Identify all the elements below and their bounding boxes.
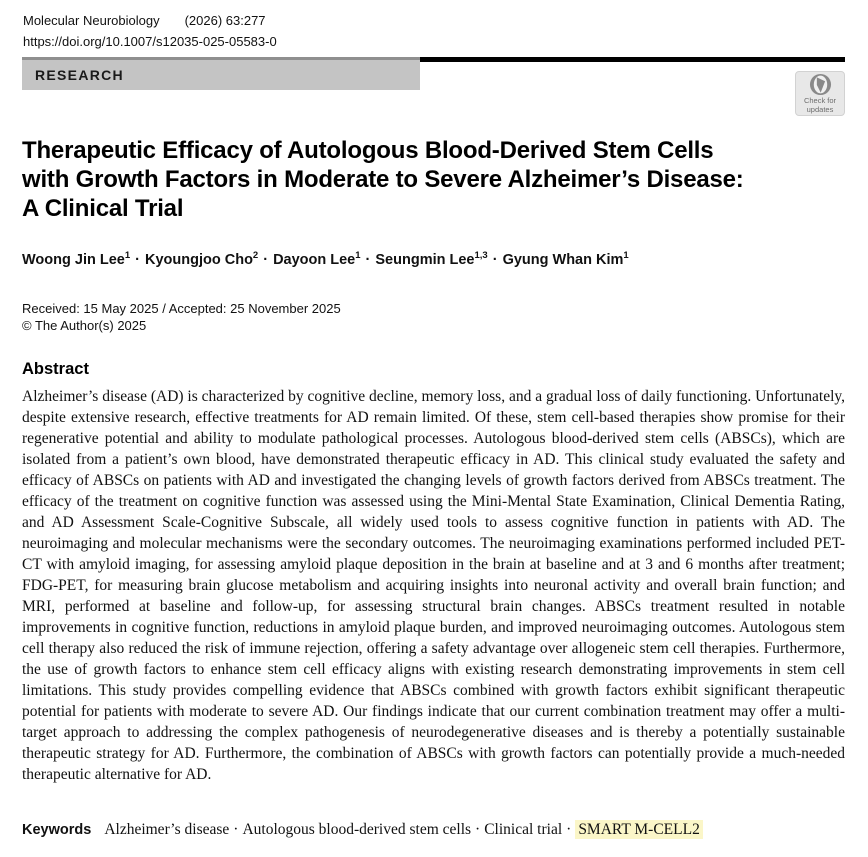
header-rule: [420, 57, 845, 62]
received-accepted: Received: 15 May 2025 / Accepted: 25 November 2025: [22, 301, 341, 316]
badge-text-line1: Check for: [803, 96, 837, 105]
abstract-body: Alzheimer’s disease (AD) is characterized by cognitive decline, memory loss, and a gradual loss of daily functioning. Unfortunately, despite extensive research, effective treatments for AD remain limited. Of these, stem cell-based therapies show promise for their regenerative potential and ability to modulate pathological processes. Autologous blood-derived stem cells (ABSCs), which are isolated from a patient’s own blood, have demonstrated therapeutic efficacy in AD. This clinical study evaluated the safety and efficacy of ABSCs on patients with AD and investigated the changing levels of growth factors derived from ABSCs treatment. The efficacy of the treatment on cognitive function was assessed using the Mini-Mental State Examination, Clinical Dementia Rating, and AD Assessment Scale-Cognitive Subscale, all widely used tools to assess cognitive function in patients with AD. The neuroimaging and molecular mechanisms were the secondary outcomes. The neuroimaging examinations performed included PET-CT with amyloid imaging, for assessing amyloid plaque deposition in the brain at baseline and at 3 and 6 months after treatment; FDG-PET, for measuring brain glucose metabolism and acquiring insights into neuronal activity and overall brain function; and MRI, performed at baseline and follow-up, for assessing structural brain changes. ABSCs treatment resulted in notable improvements in cognitive function, reductions in amyloid plaque burden, and improved neuroimaging outcomes. Autologous stem cell therapy also reduced the risk of immune rejection, offering a safety advantage over allogeneic stem cell therapies. Furthermore, the use of growth factors to enhance stem cell efficacy aligns with existing research demonstrating improvements in stem cell limitations. This study provides compelling evidence that ABSCs combined with growth factors exhibit significant therapeutic potential for patients with moderate to severe AD. Our findings indicate that our current combination treatment may offer a multi-target approach to addressing the complex pathogenesis of neurodegenerative diseases and is thereby a potentially sustainable therapeutic strategy for AD. Furthermore, the combination of ABSCs with growth factors can potentially provide a much-needed therapeutic alternative for AD.: [22, 388, 845, 783]
doi-link[interactable]: https://doi.org/10.1007/s12035-025-05583-0: [23, 34, 277, 49]
author-name: Kyoungjoo Cho: [145, 251, 253, 268]
keyword: Autologous blood-derived stem cells: [242, 821, 472, 838]
title-line-2: with Growth Factors in Moderate to Severe Alzheimer’s Disease:: [22, 166, 744, 193]
keyword: Clinical trial: [484, 821, 563, 838]
keyword-separator: ·: [566, 821, 572, 838]
author-affiliation: 1,3: [474, 250, 488, 261]
keyword: Alzheimer’s disease: [104, 821, 230, 838]
research-banner: [22, 57, 420, 90]
check-for-updates-badge[interactable]: [795, 71, 845, 116]
article-title: [22, 136, 845, 223]
author-affiliation: 2: [252, 250, 259, 261]
author-separator: ·: [365, 251, 371, 268]
author-separator: ·: [492, 251, 498, 268]
keywords-items: [104, 821, 703, 838]
author-name: Gyung Whan Kim: [502, 251, 624, 268]
author-name: Dayoon Lee: [273, 251, 356, 268]
abstract-section: [22, 360, 845, 785]
author-affiliation: 1: [355, 250, 361, 261]
authors-line: [22, 250, 845, 268]
dates-block: [22, 301, 341, 334]
keyword: SMART M-CELL2: [575, 820, 703, 839]
abstract-heading: Abstract: [22, 360, 89, 378]
keywords-label: Keywords: [22, 822, 92, 838]
keywords-line: [22, 821, 845, 839]
journal-citation: (2026) 63:277: [184, 13, 266, 28]
crossmark-icon: [809, 73, 832, 96]
author-separator: ·: [135, 251, 140, 268]
author-affiliation: 1: [623, 250, 629, 261]
author-affiliation: 1: [124, 250, 131, 261]
copyright-notice: © The Author(s) 2025: [22, 317, 147, 333]
journal-citation-line: [23, 10, 277, 31]
journal-name: Molecular Neurobiology: [23, 13, 160, 28]
badge-text-line2: updates: [806, 104, 834, 114]
journal-header: [23, 10, 277, 52]
keyword-separator: ·: [233, 821, 239, 838]
author-separator: ·: [263, 251, 269, 268]
author-name: Seungmin Lee: [375, 251, 475, 268]
research-banner-label: RESEARCH: [35, 67, 124, 83]
title-line-3: A Clinical Trial: [22, 195, 184, 222]
title-line-1: Therapeutic Efficacy of Autologous Blood-Derived Stem Cells: [22, 137, 714, 164]
keyword-separator: ·: [475, 821, 481, 838]
check-for-updates-label: [804, 97, 836, 114]
author-name: Woong Jin Lee: [22, 251, 125, 268]
